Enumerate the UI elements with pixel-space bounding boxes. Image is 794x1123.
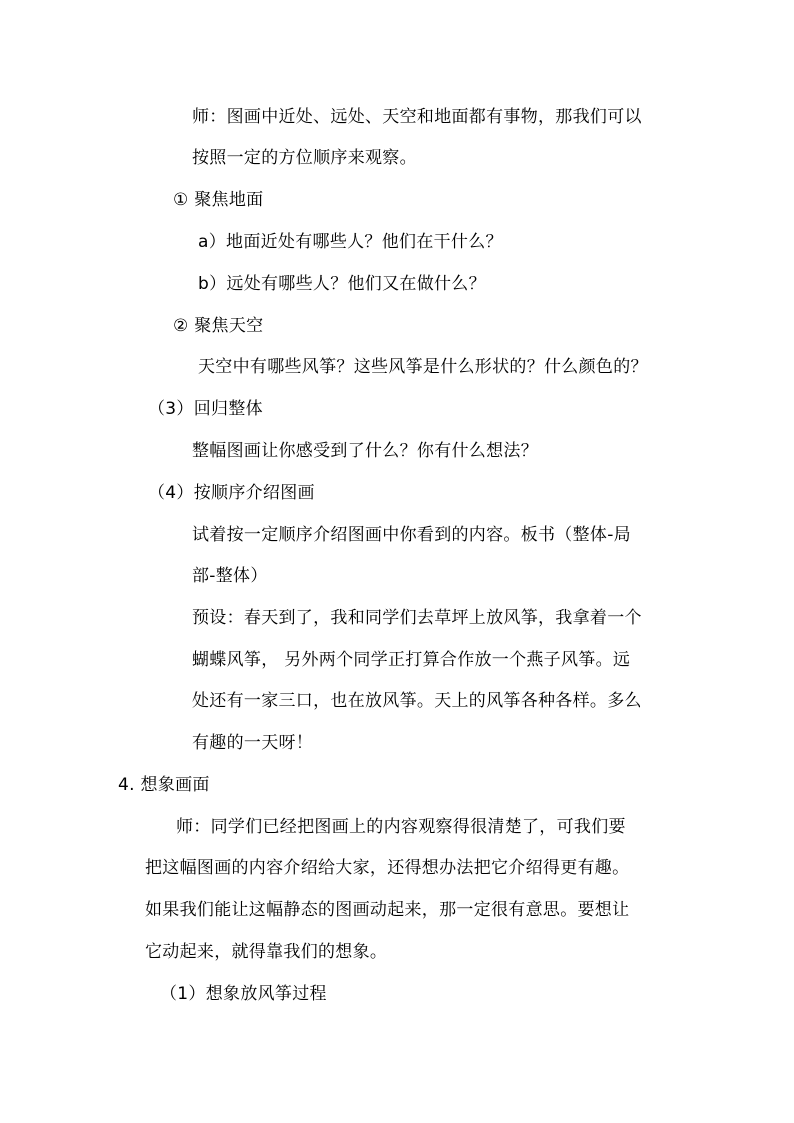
paragraph-line: 师：同学们已经把图画上的内容观察得很清楚了，可我们要 — [176, 817, 626, 837]
list-item: a）地面近处有哪些人？他们在干什么？ — [198, 232, 503, 252]
section-heading: （4）按顺序介绍图画 — [148, 483, 315, 503]
section-heading: 4. 想象画面 — [118, 775, 210, 795]
section-heading: ① 聚焦地面 — [173, 190, 264, 210]
paragraph-line: 整幅图画让你感受到了什么？你有什么想法？ — [192, 441, 538, 461]
paragraph-line: 蝴蝶风筝， 另外两个同学正打算合作放一个燕子风筝。远 — [192, 650, 631, 670]
paragraph-line: 处还有一家三口，也在放风筝。天上的风筝各种各样。多么 — [192, 691, 642, 711]
section-heading: ② 聚焦天空 — [173, 316, 264, 336]
paragraph-line: 按照一定的方位顺序来观察。 — [192, 148, 417, 168]
section-heading: （3）回归整体 — [148, 399, 263, 419]
paragraph-line: 有趣的一天呀！ — [192, 733, 314, 753]
paragraph-line: 它动起来，就得靠我们的想象。 — [145, 942, 388, 962]
paragraph-line: 试着按一定顺序介绍图画中你看到的内容。板书（整体-局 — [192, 525, 631, 545]
paragraph-line: 预设：春天到了，我和同学们去草坪上放风筝，我拿着一个 — [192, 608, 642, 628]
paragraph-line: 把这幅图画的内容介绍给大家，还得想办法把它介绍得更有趣。 — [145, 858, 630, 878]
paragraph-line: 如果我们能让这幅静态的图画动起来，那一定很有意思。要想让 — [145, 900, 630, 920]
list-item: b）远处有哪些人？他们又在做什么？ — [198, 274, 486, 294]
paragraph-line: 师：图画中近处、远处、天空和地面都有事物，那我们可以 — [192, 107, 642, 127]
section-heading: （1）想象放风筝过程 — [160, 984, 327, 1004]
paragraph-line: 天空中有哪些风筝？这些风筝是什么形状的？什么颜色的？ — [198, 357, 648, 377]
paragraph-line: 部-整体） — [192, 566, 268, 586]
